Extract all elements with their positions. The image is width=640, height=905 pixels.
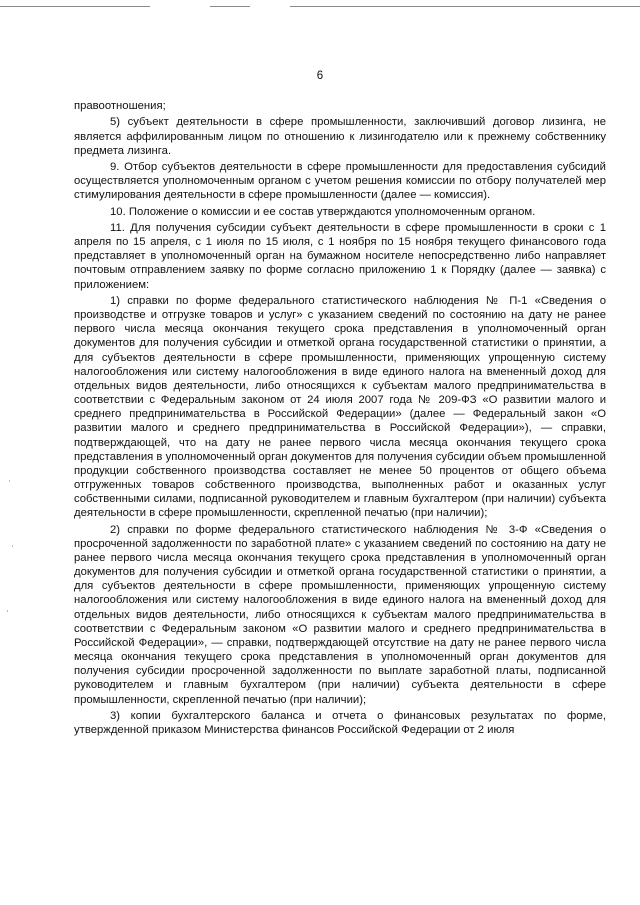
paragraph-clause-11: 11. Для получения субсидии субъект деятельности в сфере промышленности в сроки с 1 апреля по 15 апреля, с 1 июля по 15 июля, с 1 ноября по 15 ноября текущего финансового года представляет в уполномоченный орган на бумажном носителе непосредственно либо направляет почтовым отправлением заявку по форме согласно приложению 1 к Порядку (далее — заявка) с приложением: [74, 222, 606, 291]
paragraph-subitem-2: 2) справки по форме федерального статистического наблюдения № 3-Ф «Сведения о просроченной задолженности по заработной плате» с указанием сведений по состоянию на дату не ранее первого числа месяца окончания текущего срока представления в уполномоченный орган документов для получения субсидии и отметкой органа государственной статистики о принятии, а для субъектов деятельности в сфере промышленности, применяющих упрощенную систему налогообложения или систему налогообложения в виде единого налога на вмененный доход для отдельных видов деятельности, либо относящихся к субъектам малого предпринимательства в соответствии с Федеральным законом «О развитии малого и среднего предпринимательства в Российской Федерации», — справки, подтверждающей отсутствие на дату не ранее первого числа месяца окончания текущего срока представления в уполномоченный орган документов для получения субсидии просроченной задолженности по выплате заработной платы, подписанной руководителем и главным бухгалтером (при наличии) субъекта деятельности в сфере промышленности, скрепленной печатью (при наличии); [74, 523, 606, 706]
paragraph-clause-10: 10. Положение о комиссии и ее состав утверждаются уполномоченным органом. [110, 205, 536, 218]
paragraph-item-5: 5) субъект деятельности в сфере промышленности, заключивший договор лизинга, не является аффилированным лицом по отношению к лизингодателю или к прежнему собственнику предмета лизинга. [74, 116, 606, 157]
paragraph-subitem-1: 1) справки по форме федерального статистического наблюдения № П-1 «Сведения о производстве и отгрузке товаров и услуг» с указанием сведений по состоянию на дату не ранее первого числа месяца окончания текущего срока представления в уполномоченный орган документов для получения субсидии и отметкой органа государственной статистики о принятии, а для субъектов деятельности в сфере промышленности, применяющих упрощенную систему налогообложения или систему налогообложения в виде единого налога на вмененный доход для отдельных видов деятельности, либо относящихся к субъектам малого предпринимательства в соответствии с Федеральным законом от 24 июля 2007 года № 209-ФЗ «О развитии малого и среднего предпринимательства в Российской Федерации» (далее — Федеральный закон «О развитии малого и среднего предпринимательства в Российской Федерации»), — справки, подтверждающей, что на дату не ранее первого числа месяца окончания текущего срока представления в уполномоченный орган документов для получения субсидии объем промышленной продукции собственного производства составляет не менее 50 процентов от общего объема отгруженных товаров собственного производства, выполненных работ и оказанных услуг собственными силами, подписанной руководителем и главным бухгалтером (при наличии) субъекта деятельности в сфере промышленности, скрепленной печатью (при наличии); [74, 294, 606, 520]
document-body [74, 99, 606, 737]
page-number: 6 [316, 70, 324, 82]
scan-edge-lines [0, 0, 640, 14]
paragraph-clause-9: 9. Отбор субъектов деятельности в сфере промышленности для предоставления субсидий осуществляется уполномоченным органом с учетом решения комиссии по отбору получателей мер стимулирования деятельности в сфере промышленности (далее — комиссия). [74, 161, 606, 202]
paragraph-subitem-3: 3) копии бухгалтерского баланса и отчета о финансовых результатах по форме, утвержденной приказом Министерства финансов Российской Федерации от 2 июля [74, 709, 606, 737]
paragraph-continuation: правоотношения; [74, 100, 166, 112]
